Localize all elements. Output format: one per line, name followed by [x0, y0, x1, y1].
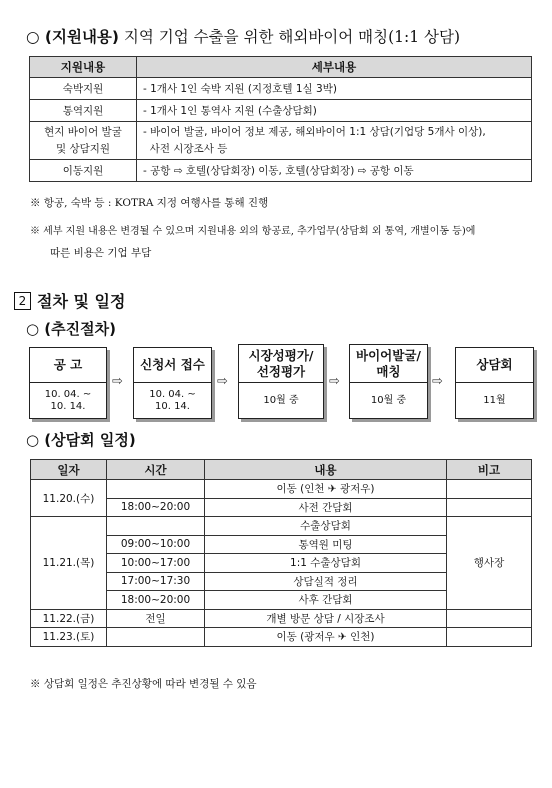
support-detail: - 1개사 1인 통역사 지원 (수출상담회)	[137, 100, 532, 122]
schedule-remark-empty	[447, 628, 532, 647]
support-header-detail: 세부내용	[137, 57, 532, 78]
schedule-header-date: 일자	[31, 460, 107, 480]
section1-heading-rest: 지역 기업 수출을 위한 해외바이어 매칭(1:1 상담)	[118, 28, 461, 46]
schedule-time: 18:00~20:00	[107, 498, 205, 517]
support-row	[30, 78, 532, 100]
schedule-content: 이동 (인천 ✈ 광저우)	[205, 480, 447, 499]
schedule-header-remark: 비고	[447, 460, 532, 480]
schedule-date: 11.21.(목)	[31, 517, 107, 610]
support-table-header	[30, 57, 532, 78]
step-title: 공 고	[30, 348, 106, 383]
process-arrow: ⇨	[112, 374, 123, 389]
schedule-time: 전일	[107, 609, 205, 628]
process-arrow: ⇨	[217, 374, 228, 389]
schedule-time: 18:00~20:00	[107, 591, 205, 610]
support-header-item: 지원내용	[30, 57, 137, 78]
schedule-time: 10:00~17:00	[107, 554, 205, 573]
schedule-content: 개별 방문 상담 / 시장조사	[205, 609, 447, 628]
schedule-row	[31, 498, 532, 517]
step-detail: 10. 04. ~ 10. 14.	[44, 388, 92, 412]
support-item: 현지 바이어 발굴 및 상담지원	[30, 122, 137, 160]
step-detail: 10월 중	[263, 394, 299, 406]
section-number-box: 2	[14, 292, 31, 310]
schedule-heading: ○ (상담회 일정)	[26, 431, 136, 449]
process-heading: ○ (추진절차)	[26, 320, 116, 338]
process-step	[133, 347, 212, 419]
section1-heading	[26, 25, 460, 47]
schedule-table	[30, 459, 532, 647]
schedule-content: 사후 간담회	[205, 591, 447, 610]
schedule-content: 수출상담회	[205, 517, 447, 536]
schedule-remark-empty	[447, 609, 532, 628]
schedule-footnote: ※ 상담회 일정은 추진상황에 따라 변경될 수 있음	[30, 678, 257, 690]
schedule-header	[31, 460, 532, 480]
step-detail: 11월	[483, 394, 506, 406]
process-step	[455, 347, 534, 419]
section2-title: 절차 및 일정	[37, 292, 126, 311]
process-arrow: ⇨	[432, 374, 443, 389]
schedule-time	[107, 628, 205, 647]
section2-heading	[14, 289, 125, 312]
schedule-row	[31, 609, 532, 628]
schedule-row	[31, 517, 532, 536]
process-step	[238, 344, 324, 419]
support-detail: - 1개사 1인 숙박 지원 (지정호텔 1실 3박)	[137, 78, 532, 100]
support-item: 이동지원	[30, 160, 137, 182]
step-detail: 10월 중	[370, 394, 407, 406]
support-table	[29, 56, 532, 182]
support-row	[30, 122, 532, 160]
step-detail: 10. 04. ~ 10. 14.	[149, 388, 196, 412]
note-line: 따른 비용은 기업 부담	[50, 247, 152, 259]
schedule-content: 상담실적 정리	[205, 572, 447, 591]
schedule-row	[31, 628, 532, 647]
schedule-time	[107, 480, 205, 499]
schedule-remark-empty	[447, 498, 532, 517]
schedule-time: 09:00~10:00	[107, 535, 205, 554]
schedule-time: 17:00~17:30	[107, 572, 205, 591]
step-title: 바이어발굴/ 매칭	[350, 345, 427, 383]
step-title: 신청서 접수	[134, 348, 211, 383]
schedule-remark: 행사장	[447, 517, 532, 610]
schedule-remark-empty	[447, 480, 532, 499]
note-line: ※ 세부 지원 내용은 변경될 수 있으며 지원내용 외의 항공료, 추가업무(상담회 외 통역, 개별이동 등)에	[30, 226, 476, 237]
schedule-time	[107, 517, 205, 536]
schedule-date: 11.20.(수)	[31, 480, 107, 517]
schedule-header-content: 내용	[205, 460, 447, 480]
support-item: 통역지원	[30, 100, 137, 122]
schedule-row	[31, 480, 532, 499]
schedule-content: 통역원 미팅	[205, 535, 447, 554]
support-detail: - 바이어 발굴, 바이어 정보 제공, 해외바이어 1:1 상담(기업당 5개사 이상), 사전 시장조사 등	[137, 122, 532, 160]
schedule-date: 11.23.(토)	[31, 628, 107, 647]
step-title: 시장성평가/ 선정평가	[239, 345, 323, 383]
note-line: ※ 항공, 숙박 등 : KOTRA 지정 여행사를 통해 진행	[30, 197, 269, 209]
process-step	[349, 344, 428, 419]
schedule-content: 1:1 수출상담회	[205, 554, 447, 573]
step-title: 상담회	[456, 348, 533, 383]
process-step	[29, 347, 107, 419]
schedule-content: 이동 (광저우 ✈ 인천)	[205, 628, 447, 647]
schedule-content: 사전 간담회	[205, 498, 447, 517]
section1-heading-bold: ○ (지원내용)	[26, 28, 119, 46]
support-item: 숙박지원	[30, 78, 137, 100]
support-row	[30, 100, 532, 122]
process-arrow: ⇨	[329, 374, 340, 389]
support-detail: - 공항 ⇨ 호텔(상담회장) 이동, 호텔(상담회장) ⇨ 공항 이동	[137, 160, 532, 182]
support-row	[30, 160, 532, 182]
schedule-date: 11.22.(금)	[31, 609, 107, 628]
schedule-header-time: 시간	[107, 460, 205, 480]
